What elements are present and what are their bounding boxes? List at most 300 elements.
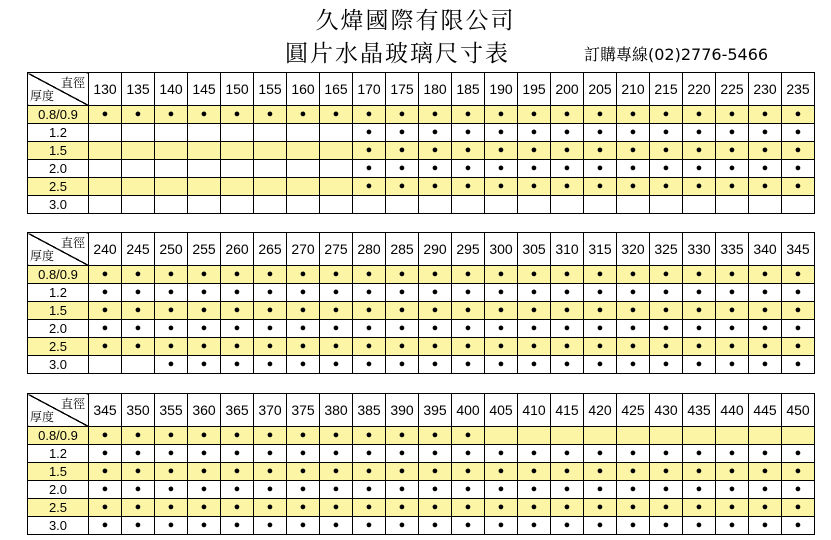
corner-header bbox=[28, 394, 89, 427]
available-dot: ● bbox=[254, 302, 287, 320]
available-dot: ● bbox=[419, 499, 452, 517]
available-dot: ● bbox=[419, 284, 452, 302]
available-dot: ● bbox=[452, 302, 485, 320]
available-dot: ● bbox=[650, 320, 683, 338]
available-dot: ● bbox=[782, 106, 815, 124]
available-dot: ● bbox=[617, 338, 650, 356]
available-dot: ● bbox=[353, 178, 386, 196]
diameter-label: 直徑 bbox=[60, 236, 85, 250]
available-dot: ● bbox=[584, 302, 617, 320]
available-dot: ● bbox=[254, 499, 287, 517]
available-dot: ● bbox=[155, 320, 188, 338]
available-dot: ● bbox=[749, 445, 782, 463]
available-dot: ● bbox=[386, 517, 419, 535]
available-dot: ● bbox=[782, 517, 815, 535]
diameter-header: 415 bbox=[551, 394, 584, 427]
available-dot: ● bbox=[419, 124, 452, 142]
available-dot: ● bbox=[320, 302, 353, 320]
available-dot: ● bbox=[683, 463, 716, 481]
thickness-cell: 3.0 bbox=[28, 196, 89, 214]
available-dot: ● bbox=[683, 338, 716, 356]
header-row bbox=[28, 394, 815, 427]
available-dot: ● bbox=[485, 481, 518, 499]
empty-cell bbox=[155, 142, 188, 160]
available-dot: ● bbox=[254, 106, 287, 124]
available-dot: ● bbox=[683, 106, 716, 124]
available-dot: ● bbox=[221, 427, 254, 445]
available-dot: ● bbox=[419, 302, 452, 320]
available-dot: ● bbox=[584, 284, 617, 302]
available-dot: ● bbox=[551, 463, 584, 481]
diameter-header: 430 bbox=[650, 394, 683, 427]
available-dot: ● bbox=[254, 266, 287, 284]
available-dot: ● bbox=[452, 178, 485, 196]
thickness-cell: 1.5 bbox=[28, 463, 89, 481]
available-dot: ● bbox=[419, 338, 452, 356]
available-dot: ● bbox=[287, 302, 320, 320]
available-dot: ● bbox=[485, 124, 518, 142]
available-dot: ● bbox=[551, 124, 584, 142]
empty-cell bbox=[485, 196, 518, 214]
available-dot: ● bbox=[551, 338, 584, 356]
diameter-header: 175 bbox=[386, 73, 419, 106]
available-dot: ● bbox=[551, 160, 584, 178]
available-dot: ● bbox=[188, 499, 221, 517]
available-dot: ● bbox=[452, 356, 485, 374]
empty-cell bbox=[188, 178, 221, 196]
available-dot: ● bbox=[353, 160, 386, 178]
available-dot: ● bbox=[89, 320, 122, 338]
available-dot: ● bbox=[386, 160, 419, 178]
available-dot: ● bbox=[221, 302, 254, 320]
empty-cell bbox=[287, 124, 320, 142]
empty-cell bbox=[287, 196, 320, 214]
empty-cell bbox=[155, 196, 188, 214]
diameter-header: 450 bbox=[782, 394, 815, 427]
diameter-header: 230 bbox=[749, 73, 782, 106]
empty-cell bbox=[122, 124, 155, 142]
available-dot: ● bbox=[221, 356, 254, 374]
available-dot: ● bbox=[320, 266, 353, 284]
available-dot: ● bbox=[452, 124, 485, 142]
available-dot: ● bbox=[716, 142, 749, 160]
header-row bbox=[28, 233, 815, 266]
available-dot: ● bbox=[320, 106, 353, 124]
available-dot: ● bbox=[584, 320, 617, 338]
diameter-header: 180 bbox=[419, 73, 452, 106]
available-dot: ● bbox=[782, 266, 815, 284]
available-dot: ● bbox=[320, 320, 353, 338]
available-dot: ● bbox=[419, 106, 452, 124]
available-dot: ● bbox=[518, 499, 551, 517]
diameter-header: 400 bbox=[452, 394, 485, 427]
diameter-header: 280 bbox=[353, 233, 386, 266]
diameter-header: 235 bbox=[782, 73, 815, 106]
available-dot: ● bbox=[782, 284, 815, 302]
diameter-header: 305 bbox=[518, 233, 551, 266]
available-dot: ● bbox=[89, 445, 122, 463]
available-dot: ● bbox=[122, 481, 155, 499]
available-dot: ● bbox=[551, 481, 584, 499]
available-dot: ● bbox=[782, 356, 815, 374]
thickness-cell: 0.8/0.9 bbox=[28, 427, 89, 445]
available-dot: ● bbox=[122, 517, 155, 535]
available-dot: ● bbox=[749, 463, 782, 481]
available-dot: ● bbox=[485, 266, 518, 284]
available-dot: ● bbox=[485, 499, 518, 517]
empty-cell bbox=[485, 427, 518, 445]
available-dot: ● bbox=[122, 427, 155, 445]
empty-cell bbox=[122, 178, 155, 196]
available-dot: ● bbox=[353, 356, 386, 374]
diameter-header: 340 bbox=[749, 233, 782, 266]
available-dot: ● bbox=[650, 106, 683, 124]
diameter-header: 255 bbox=[188, 233, 221, 266]
diameter-header: 345 bbox=[782, 233, 815, 266]
available-dot: ● bbox=[386, 142, 419, 160]
available-dot: ● bbox=[518, 445, 551, 463]
available-dot: ● bbox=[419, 320, 452, 338]
empty-cell bbox=[89, 160, 122, 178]
empty-cell bbox=[188, 142, 221, 160]
available-dot: ● bbox=[353, 302, 386, 320]
available-dot: ● bbox=[485, 160, 518, 178]
thickness-cell: 0.8/0.9 bbox=[28, 266, 89, 284]
available-dot: ● bbox=[320, 499, 353, 517]
corner-header bbox=[28, 233, 89, 266]
available-dot: ● bbox=[452, 517, 485, 535]
table-row bbox=[28, 106, 815, 124]
available-dot: ● bbox=[551, 284, 584, 302]
thickness-cell: 2.0 bbox=[28, 160, 89, 178]
available-dot: ● bbox=[551, 178, 584, 196]
available-dot: ● bbox=[386, 356, 419, 374]
diameter-header: 275 bbox=[320, 233, 353, 266]
diameter-header: 205 bbox=[584, 73, 617, 106]
available-dot: ● bbox=[584, 338, 617, 356]
diameter-header: 290 bbox=[419, 233, 452, 266]
empty-cell bbox=[221, 196, 254, 214]
thickness-cell: 1.5 bbox=[28, 302, 89, 320]
table-row bbox=[28, 196, 815, 214]
available-dot: ● bbox=[320, 356, 353, 374]
available-dot: ● bbox=[683, 124, 716, 142]
available-dot: ● bbox=[122, 320, 155, 338]
available-dot: ● bbox=[320, 445, 353, 463]
available-dot: ● bbox=[749, 124, 782, 142]
available-dot: ● bbox=[716, 302, 749, 320]
available-dot: ● bbox=[617, 160, 650, 178]
available-dot: ● bbox=[452, 160, 485, 178]
available-dot: ● bbox=[716, 517, 749, 535]
available-dot: ● bbox=[155, 481, 188, 499]
available-dot: ● bbox=[155, 445, 188, 463]
available-dot: ● bbox=[551, 302, 584, 320]
available-dot: ● bbox=[584, 499, 617, 517]
available-dot: ● bbox=[749, 499, 782, 517]
available-dot: ● bbox=[782, 160, 815, 178]
available-dot: ● bbox=[419, 178, 452, 196]
empty-cell bbox=[452, 196, 485, 214]
empty-cell bbox=[89, 356, 122, 374]
diameter-header: 355 bbox=[155, 394, 188, 427]
table-row bbox=[28, 266, 815, 284]
available-dot: ● bbox=[683, 178, 716, 196]
available-dot: ● bbox=[155, 338, 188, 356]
available-dot: ● bbox=[716, 284, 749, 302]
available-dot: ● bbox=[221, 445, 254, 463]
empty-cell bbox=[155, 124, 188, 142]
available-dot: ● bbox=[155, 356, 188, 374]
available-dot: ● bbox=[650, 302, 683, 320]
available-dot: ● bbox=[650, 463, 683, 481]
available-dot: ● bbox=[221, 499, 254, 517]
thickness-label: 厚度 bbox=[30, 249, 55, 263]
available-dot: ● bbox=[518, 178, 551, 196]
available-dot: ● bbox=[716, 178, 749, 196]
available-dot: ● bbox=[584, 160, 617, 178]
available-dot: ● bbox=[287, 284, 320, 302]
empty-cell bbox=[254, 142, 287, 160]
available-dot: ● bbox=[452, 445, 485, 463]
empty-cell bbox=[320, 178, 353, 196]
available-dot: ● bbox=[617, 445, 650, 463]
available-dot: ● bbox=[617, 481, 650, 499]
empty-cell bbox=[419, 196, 452, 214]
empty-cell bbox=[749, 427, 782, 445]
available-dot: ● bbox=[617, 302, 650, 320]
available-dot: ● bbox=[749, 302, 782, 320]
available-dot: ● bbox=[188, 106, 221, 124]
diameter-header: 345 bbox=[89, 394, 122, 427]
available-dot: ● bbox=[749, 356, 782, 374]
company-name: 久煒國際有限公司 bbox=[315, 8, 516, 34]
available-dot: ● bbox=[353, 320, 386, 338]
table-row bbox=[28, 481, 815, 499]
empty-cell bbox=[122, 196, 155, 214]
table-row bbox=[28, 302, 815, 320]
available-dot: ● bbox=[386, 499, 419, 517]
empty-cell bbox=[617, 427, 650, 445]
available-dot: ● bbox=[518, 463, 551, 481]
diameter-header: 360 bbox=[188, 394, 221, 427]
table-row bbox=[28, 178, 815, 196]
available-dot: ● bbox=[188, 427, 221, 445]
available-dot: ● bbox=[716, 320, 749, 338]
available-dot: ● bbox=[782, 124, 815, 142]
available-dot: ● bbox=[683, 302, 716, 320]
available-dot: ● bbox=[716, 338, 749, 356]
available-dot: ● bbox=[353, 284, 386, 302]
available-dot: ● bbox=[320, 284, 353, 302]
available-dot: ● bbox=[188, 320, 221, 338]
available-dot: ● bbox=[617, 463, 650, 481]
table-row bbox=[28, 445, 815, 463]
available-dot: ● bbox=[122, 463, 155, 481]
available-dot: ● bbox=[683, 445, 716, 463]
available-dot: ● bbox=[683, 266, 716, 284]
diameter-header: 375 bbox=[287, 394, 320, 427]
diameter-header: 445 bbox=[749, 394, 782, 427]
available-dot: ● bbox=[584, 463, 617, 481]
available-dot: ● bbox=[155, 266, 188, 284]
empty-cell bbox=[320, 160, 353, 178]
available-dot: ● bbox=[386, 106, 419, 124]
available-dot: ● bbox=[551, 142, 584, 160]
available-dot: ● bbox=[386, 124, 419, 142]
available-dot: ● bbox=[386, 178, 419, 196]
available-dot: ● bbox=[89, 302, 122, 320]
available-dot: ● bbox=[287, 517, 320, 535]
diameter-header: 385 bbox=[353, 394, 386, 427]
empty-cell bbox=[551, 196, 584, 214]
available-dot: ● bbox=[551, 445, 584, 463]
diameter-header: 330 bbox=[683, 233, 716, 266]
available-dot: ● bbox=[584, 517, 617, 535]
empty-cell bbox=[584, 196, 617, 214]
available-dot: ● bbox=[452, 481, 485, 499]
available-dot: ● bbox=[386, 338, 419, 356]
available-dot: ● bbox=[584, 124, 617, 142]
available-dot: ● bbox=[188, 338, 221, 356]
available-dot: ● bbox=[716, 463, 749, 481]
available-dot: ● bbox=[188, 517, 221, 535]
diameter-header: 310 bbox=[551, 233, 584, 266]
available-dot: ● bbox=[518, 106, 551, 124]
available-dot: ● bbox=[254, 481, 287, 499]
diameter-header: 155 bbox=[254, 73, 287, 106]
available-dot: ● bbox=[254, 338, 287, 356]
available-dot: ● bbox=[155, 517, 188, 535]
available-dot: ● bbox=[221, 106, 254, 124]
available-dot: ● bbox=[551, 106, 584, 124]
available-dot: ● bbox=[584, 106, 617, 124]
empty-cell bbox=[353, 196, 386, 214]
diameter-header: 420 bbox=[584, 394, 617, 427]
available-dot: ● bbox=[716, 160, 749, 178]
diameter-header: 390 bbox=[386, 394, 419, 427]
diameter-header: 370 bbox=[254, 394, 287, 427]
diameter-header: 160 bbox=[287, 73, 320, 106]
diameter-header: 225 bbox=[716, 73, 749, 106]
available-dot: ● bbox=[89, 284, 122, 302]
available-dot: ● bbox=[89, 266, 122, 284]
empty-cell bbox=[650, 196, 683, 214]
empty-cell bbox=[320, 124, 353, 142]
empty-cell bbox=[221, 142, 254, 160]
available-dot: ● bbox=[617, 124, 650, 142]
available-dot: ● bbox=[749, 284, 782, 302]
available-dot: ● bbox=[518, 320, 551, 338]
available-dot: ● bbox=[386, 481, 419, 499]
table-row bbox=[28, 499, 815, 517]
diameter-header: 315 bbox=[584, 233, 617, 266]
available-dot: ● bbox=[353, 463, 386, 481]
empty-cell bbox=[287, 142, 320, 160]
diameter-header: 350 bbox=[122, 394, 155, 427]
available-dot: ● bbox=[617, 266, 650, 284]
available-dot: ● bbox=[155, 302, 188, 320]
table-row bbox=[28, 356, 815, 374]
diameter-header: 200 bbox=[551, 73, 584, 106]
available-dot: ● bbox=[89, 463, 122, 481]
table-row bbox=[28, 320, 815, 338]
available-dot: ● bbox=[221, 481, 254, 499]
table-row bbox=[28, 160, 815, 178]
available-dot: ● bbox=[782, 463, 815, 481]
diameter-header: 165 bbox=[320, 73, 353, 106]
available-dot: ● bbox=[452, 427, 485, 445]
available-dot: ● bbox=[518, 160, 551, 178]
available-dot: ● bbox=[650, 338, 683, 356]
available-dot: ● bbox=[419, 463, 452, 481]
available-dot: ● bbox=[551, 356, 584, 374]
empty-cell bbox=[518, 427, 551, 445]
available-dot: ● bbox=[716, 499, 749, 517]
empty-cell bbox=[254, 124, 287, 142]
available-dot: ● bbox=[782, 499, 815, 517]
available-dot: ● bbox=[287, 481, 320, 499]
available-dot: ● bbox=[716, 481, 749, 499]
available-dot: ● bbox=[617, 517, 650, 535]
available-dot: ● bbox=[287, 499, 320, 517]
available-dot: ● bbox=[221, 320, 254, 338]
empty-cell bbox=[254, 160, 287, 178]
available-dot: ● bbox=[419, 160, 452, 178]
diameter-header: 240 bbox=[89, 233, 122, 266]
empty-cell bbox=[716, 427, 749, 445]
available-dot: ● bbox=[617, 320, 650, 338]
diameter-header: 395 bbox=[419, 394, 452, 427]
available-dot: ● bbox=[89, 517, 122, 535]
available-dot: ● bbox=[650, 499, 683, 517]
empty-cell bbox=[89, 196, 122, 214]
thickness-label: 厚度 bbox=[30, 89, 55, 103]
available-dot: ● bbox=[419, 517, 452, 535]
diameter-header: 140 bbox=[155, 73, 188, 106]
available-dot: ● bbox=[518, 142, 551, 160]
available-dot: ● bbox=[650, 481, 683, 499]
thickness-cell: 1.2 bbox=[28, 284, 89, 302]
available-dot: ● bbox=[683, 284, 716, 302]
available-dot: ● bbox=[287, 106, 320, 124]
size-table-1 bbox=[27, 72, 815, 214]
available-dot: ● bbox=[188, 266, 221, 284]
diameter-header: 365 bbox=[221, 394, 254, 427]
available-dot: ● bbox=[419, 445, 452, 463]
available-dot: ● bbox=[254, 445, 287, 463]
empty-cell bbox=[122, 160, 155, 178]
empty-cell bbox=[650, 427, 683, 445]
available-dot: ● bbox=[683, 517, 716, 535]
available-dot: ● bbox=[716, 445, 749, 463]
available-dot: ● bbox=[221, 338, 254, 356]
available-dot: ● bbox=[287, 320, 320, 338]
available-dot: ● bbox=[221, 517, 254, 535]
available-dot: ● bbox=[254, 356, 287, 374]
available-dot: ● bbox=[584, 266, 617, 284]
available-dot: ● bbox=[716, 124, 749, 142]
empty-cell bbox=[188, 160, 221, 178]
diameter-header: 190 bbox=[485, 73, 518, 106]
available-dot: ● bbox=[287, 266, 320, 284]
empty-cell bbox=[155, 160, 188, 178]
diameter-header: 270 bbox=[287, 233, 320, 266]
available-dot: ● bbox=[485, 338, 518, 356]
available-dot: ● bbox=[353, 142, 386, 160]
available-dot: ● bbox=[419, 356, 452, 374]
diameter-header: 150 bbox=[221, 73, 254, 106]
